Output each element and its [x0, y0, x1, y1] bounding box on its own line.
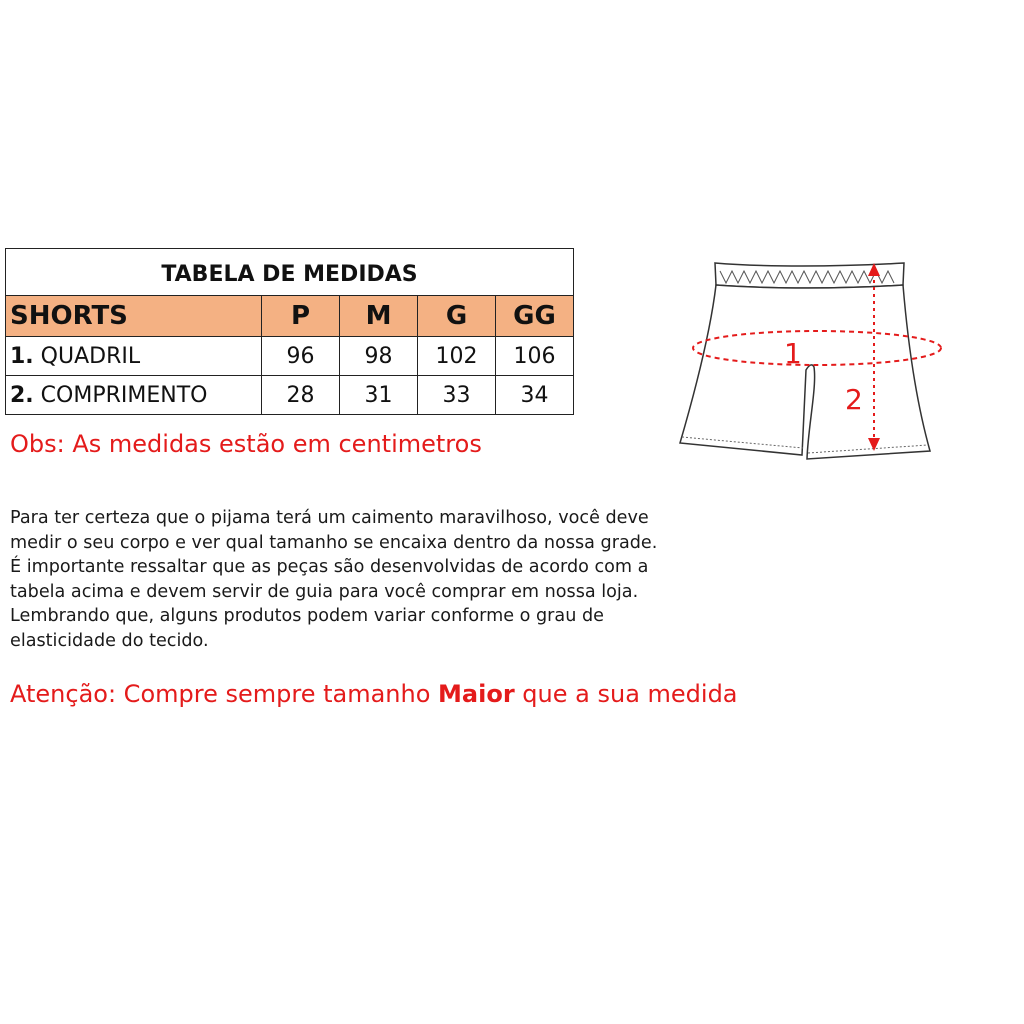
- row-number: 1.: [10, 343, 34, 369]
- attention-text-before: Atenção: Compre sempre tamanho: [10, 680, 439, 708]
- row-name: COMPRIMENTO: [33, 382, 208, 408]
- cell-value: 28: [262, 376, 340, 415]
- paragraph-line: elasticidade do tecido.: [10, 630, 209, 651]
- cell-value: 96: [262, 337, 340, 376]
- paragraph-line: Lembrando que, alguns produtos podem variar conforme o grau de: [10, 606, 604, 626]
- attention-emphasis: Maior: [438, 680, 515, 708]
- shorts-diagram: [612, 205, 992, 515]
- cell-value: 33: [418, 376, 496, 415]
- cell-value: 102: [418, 337, 496, 376]
- paragraph-line: É importante ressaltar que as peças são desenvolvidas de acordo com a: [10, 557, 649, 577]
- header-size-p: P: [262, 296, 340, 337]
- attention-text-after: que a sua medida: [514, 680, 738, 708]
- paragraph-line: tabela acima e devem servir de guia para você comprar em nossa loja.: [10, 581, 639, 602]
- cell-value: 98: [340, 337, 418, 376]
- shorts-body: [680, 285, 930, 459]
- row-label-quadril: [6, 337, 262, 376]
- cell-value: 31: [340, 376, 418, 415]
- cell-value: 34: [496, 376, 574, 415]
- table-title: TABELA DE MEDIDAS: [6, 249, 574, 296]
- header-label-shorts: SHORTS: [6, 296, 262, 337]
- row-name: QUADRIL: [33, 343, 141, 369]
- table-row: [6, 337, 574, 376]
- size-table: [5, 248, 574, 415]
- table-header-row: [6, 296, 574, 337]
- attention-note: [10, 680, 738, 708]
- label-hip: 1: [784, 337, 802, 370]
- header-size-gg: GG: [496, 296, 574, 337]
- paragraph-line: Para ter certeza que o pijama terá um caimento maravilhoso, você deve: [10, 508, 649, 528]
- instructions-paragraph: [10, 506, 690, 653]
- cell-value: 106: [496, 337, 574, 376]
- header-size-g: G: [418, 296, 496, 337]
- header-size-m: M: [340, 296, 418, 337]
- label-length: 2: [845, 383, 863, 416]
- row-number: 2.: [10, 382, 34, 408]
- table-row: [6, 376, 574, 415]
- row-label-comprimento: [6, 376, 262, 415]
- shorts-illustration: [612, 205, 992, 515]
- table-title-row: [6, 249, 574, 296]
- paragraph-line: medir o seu corpo e ver qual tamanho se encaixa dentro da nossa grade.: [10, 532, 658, 553]
- obs-note: Obs: As medidas estão em centimetros: [10, 430, 482, 458]
